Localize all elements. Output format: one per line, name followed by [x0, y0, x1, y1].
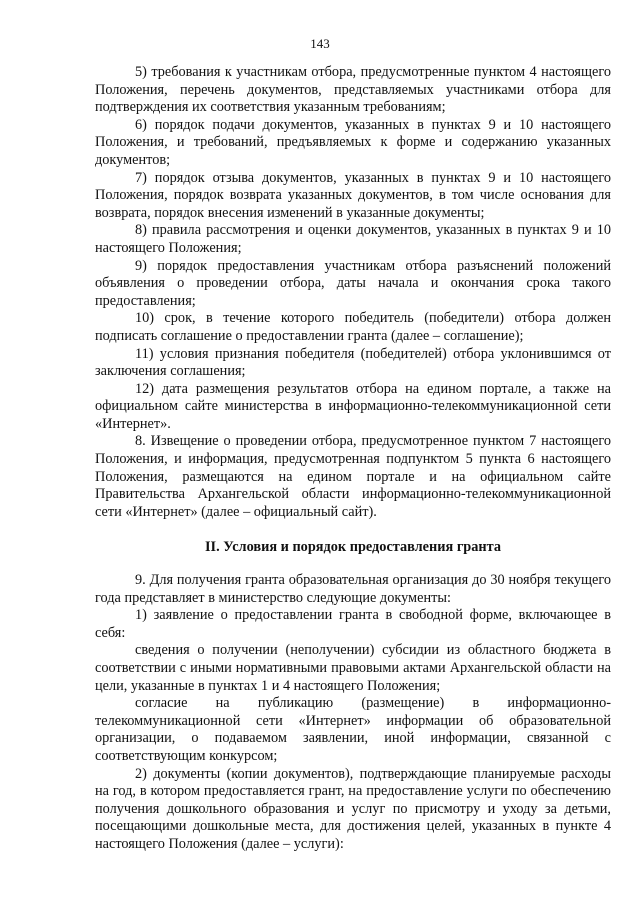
subitem-2: 2) документы (копии документов), подтверждающие планируемые расходы на год, в котором предоставляется грант, на предоставление услуги по обеспечению получения дошкольного образования и услуг по присмотру и уходу за детьми, посещающими дошкольные места, для достижения целей, указанных в пункте 4 настоящего Положения (далее – услуги): [95, 765, 611, 852]
section-heading: II. Условия и порядок предоставления гранта [204, 539, 501, 556]
paragraph-8: 8. Извещение о проведении отбора, предусмотренное пунктом 7 настоящего Положения, и информация, предусмотренная подпунктом 5 пункта 6 настоящего Положения, размещаются на едином портале и на официальном сайте Правительства Архангельской области информационно-телекоммуникационной сети «Интернет» (далее – официальный сайт). [95, 433, 611, 520]
list-item-11: 11) условия признания победителя (победителей) отбора уклонившимся от заключения соглашения; [95, 345, 611, 380]
list-item-8: 8) правила рассмотрения и оценки документов, указанных в пунктах 9 и 10 настоящего Положения; [95, 222, 611, 256]
list-item-6: 6) порядок подачи документов, указанных в пунктах 9 и 10 настоящего Положения, и требований, предъявляемых к форме и содержанию указанных документов; [95, 116, 611, 168]
list-item-7: 7) порядок отзыва документов, указанных в пунктах 9 и 10 настоящего Положения, порядок возврата указанных документов, в том числе основания для возврата, порядок внесения изменений в указанные документы; [95, 169, 611, 221]
document-body [95, 64, 611, 854]
subitem-1-detail-subsidy: сведения о получении (неполучении) субсидии из областного бюджета в соответствии с иными нормативными правовыми актами Архангельской области на цели, указанные в пунктах 1 и 4 настоящего Положения; [95, 642, 611, 694]
page-number: 143 [310, 36, 330, 51]
subitem-1: 1) заявление о предоставлении гранта в свободной форме, включающее в себя: [95, 607, 611, 641]
list-item-5: 5) требования к участникам отбора, предусмотренные пунктом 4 настоящего Положения, перечень документов, представляемых участниками отбора для подтверждения их соответствия указанным требованиям; [95, 64, 611, 116]
list-item-10: 10) срок, в течение которого победитель (победители) отбора должен подписать соглашение о предоставлении гранта (далее – соглашение); [95, 310, 611, 344]
list-item-9: 9) порядок предоставления участникам отбора разъяснений положений объявления о проведении отбора, даты начала и окончания срока такого предоставления; [95, 257, 611, 309]
paragraph-9: 9. Для получения гранта образовательная организация до 30 ноября текущего года представляет в министерство следующие документы: [95, 572, 611, 606]
list-item-12: 12) дата размещения результатов отбора на едином портале, а также на официальном сайте министерства в информационно-телекоммуникационной сети «Интернет». [95, 380, 611, 432]
subitem-1-detail-consent: согласие на публикацию (размещение) в информационно-телекоммуникационной сети «Интернет» информации об образовательной организации, о подаваемом заявлении, иной информации, связанной с соответствующим конкурсом; [95, 695, 611, 764]
